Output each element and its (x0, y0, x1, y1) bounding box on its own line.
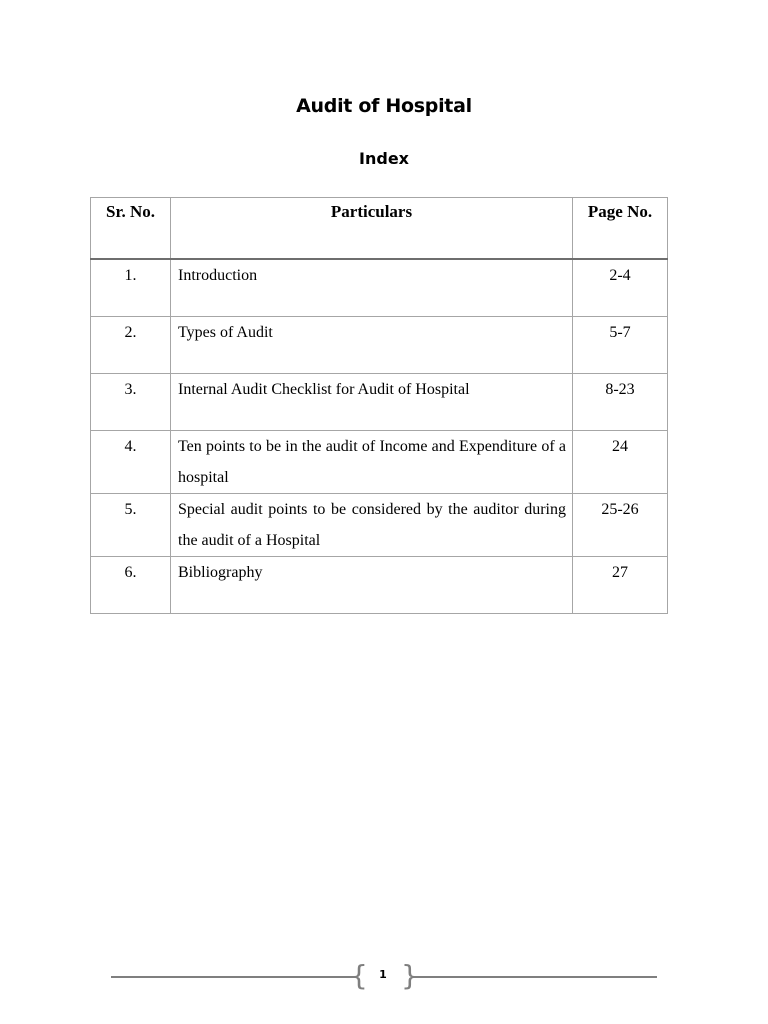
row-page-no: 8-23 (573, 374, 668, 431)
footer-rule-right (413, 976, 657, 978)
right-brace-icon: } (401, 959, 419, 992)
table-row (91, 557, 668, 614)
row-sr-no: 4. (91, 431, 171, 494)
row-sr-no: 2. (91, 317, 171, 374)
table-row (91, 374, 668, 431)
page-number: 1 (379, 968, 387, 981)
row-sr-no: 3. (91, 374, 171, 431)
header-particulars: Particulars (171, 198, 573, 260)
row-sr-no: 5. (91, 494, 171, 557)
row-particulars: Special audit points to be considered by the auditor during the audit of a Hospital (171, 494, 573, 557)
document-title: Audit of Hospital (296, 95, 472, 117)
row-particulars: Types of Audit (171, 317, 573, 374)
table-row (91, 494, 668, 557)
index-table (90, 197, 668, 614)
row-page-no: 2-4 (573, 259, 668, 317)
row-particulars: Ten points to be in the audit of Income and Expenditure of a hospital (171, 431, 573, 494)
row-page-no: 24 (573, 431, 668, 494)
row-page-no: 27 (573, 557, 668, 614)
footer-rule-left (111, 976, 355, 978)
row-page-no: 5-7 (573, 317, 668, 374)
table-row (91, 317, 668, 374)
row-particulars: Introduction (171, 259, 573, 317)
row-sr-no: 6. (91, 557, 171, 614)
row-page-no: 25-26 (573, 494, 668, 557)
left-brace-icon: { (350, 959, 368, 992)
table-row (91, 431, 668, 494)
row-particulars: Internal Audit Checklist for Audit of Hospital (171, 374, 573, 431)
row-particulars: Bibliography (171, 557, 573, 614)
table-header-row (91, 198, 668, 260)
table-row (91, 259, 668, 317)
row-sr-no: 1. (91, 259, 171, 317)
header-sr-no: Sr. No. (91, 198, 171, 260)
index-heading: Index (359, 149, 409, 168)
header-page-no: Page No. (573, 198, 668, 260)
